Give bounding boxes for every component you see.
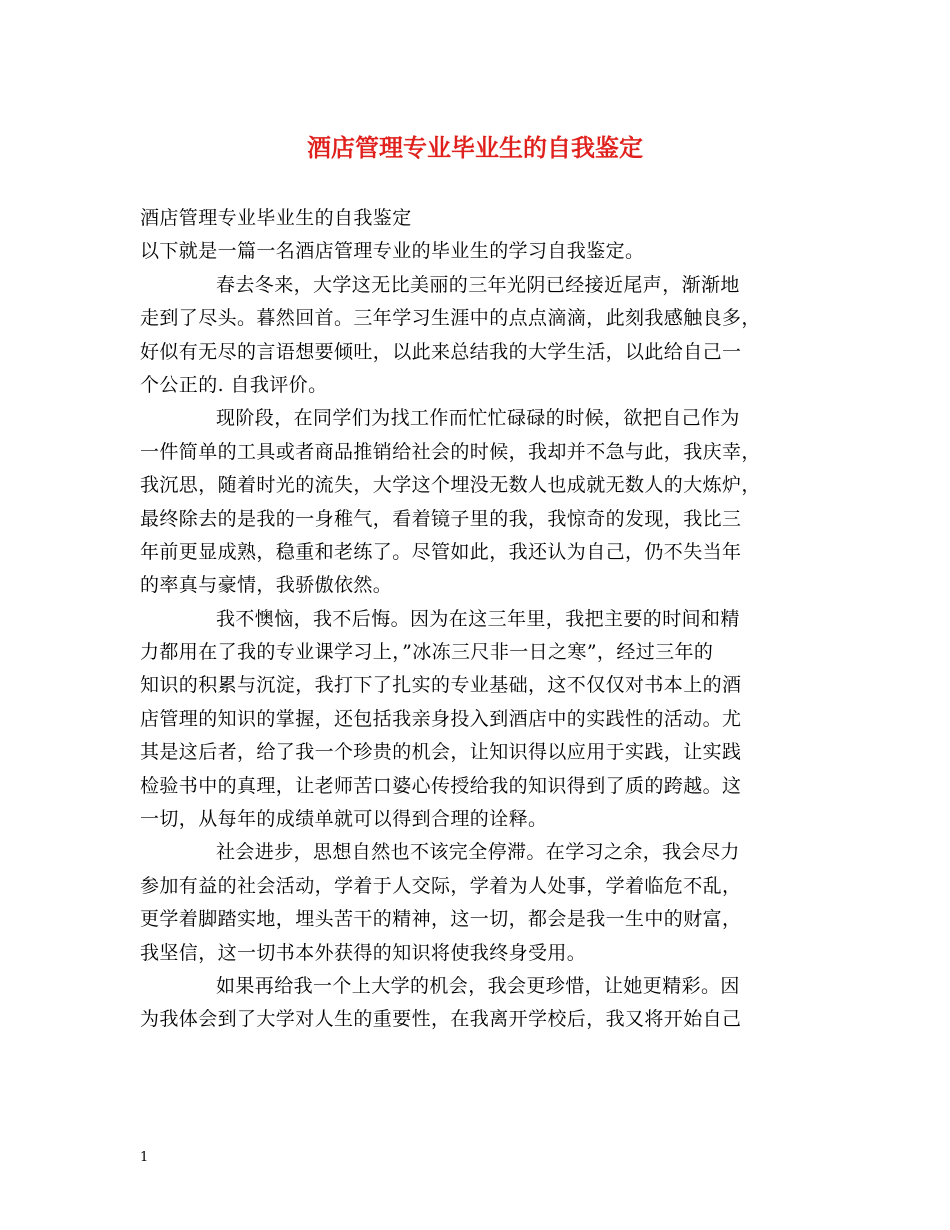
text-line: 走到了尽头。暮然回首。三年学习生涯中的点点滴滴，此刻我感触良多， bbox=[140, 307, 761, 330]
text-line: 年前更显成熟，稳重和老练了。尽管如此，我还认为自己，仍不失当年 bbox=[140, 540, 742, 563]
text-line: 参加有益的社会活动，学着于人交际，学着为人处事，学着临危不乱， bbox=[140, 874, 742, 897]
text-line: 我不懊恼，我不后悔。因为在这三年里，我把主要的时间和精 bbox=[216, 607, 740, 630]
text-line: 我坚信，这一切书本外获得的知识将使我终身受用。 bbox=[140, 941, 587, 964]
text-line: 力都用在了我的专业课学习上，”冰冻三尺非一日之寒”，经过三年的 bbox=[140, 641, 714, 664]
text-line: 社会进步，思想自然也不该完全停滞。在学习之余，我会尽力 bbox=[216, 841, 740, 864]
text-line: 检验书中的真理，让老师苦口婆心传授给我的知识得到了质的跨越。这 bbox=[140, 774, 742, 797]
text-line: 如果再给我一个上大学的机会，我会更珍惜，让她更精彩。因 bbox=[216, 974, 740, 997]
text-line: 现阶段，在同学们为找工作而忙忙碌碌的时候，欲把自己作为 bbox=[216, 407, 740, 430]
text-line: 以下就是一篇一名酒店管理专业的毕业生的学习自我鉴定。 bbox=[140, 240, 645, 263]
document-title: 酒店管理专业毕业生的自我鉴定 bbox=[307, 133, 643, 162]
text-line: 好似有无尽的言语想要倾吐，以此来总结我的大学生活，以此给自己一 bbox=[140, 340, 742, 363]
text-line: 其是这后者，给了我一个珍贵的机会，让知识得以应用于实践，让实践 bbox=[140, 741, 742, 764]
text-line: 我沉思，随着时光的流失，大学这个埋没无数人也成就无数人的大炼炉， bbox=[140, 474, 761, 497]
text-line: 的率真与豪情，我骄傲依然。 bbox=[140, 574, 393, 597]
page-number: 1 bbox=[140, 1150, 149, 1165]
text-line: 春去冬来，大学这无比美丽的三年光阴已经接近尾声，渐渐地 bbox=[216, 273, 740, 296]
text-line: 一件简单的工具或者商品推销给社会的时候，我却并不急与此，我庆幸， bbox=[140, 440, 761, 463]
text-line: 为我体会到了大学对人生的重要性，在我离开学校后，我又将开始自己 bbox=[140, 1008, 742, 1031]
text-line: 更学着脚踏实地，埋头苦干的精神，这一切，都会是我一生中的财富， bbox=[140, 908, 742, 931]
text-line: 知识的积累与沉淀，我打下了扎实的专业基础，这不仅仅对书本上的酒 bbox=[140, 674, 742, 697]
text-line: 最终除去的是我的一身稚气，看着镜子里的我，我惊奇的发现，我比三 bbox=[140, 507, 742, 530]
text-line: 酒店管理专业毕业生的自我鉴定 bbox=[140, 207, 412, 229]
text-line: 一切，从每年的成绩单就可以得到合理的诠释。 bbox=[140, 808, 548, 831]
text-line: 个公正的. 自我评价。 bbox=[140, 373, 328, 396]
text-line: 店管理的知识的掌握，还包括我亲身投入到酒店中的实践性的活动。尤 bbox=[140, 707, 742, 730]
document-body bbox=[140, 202, 830, 1037]
